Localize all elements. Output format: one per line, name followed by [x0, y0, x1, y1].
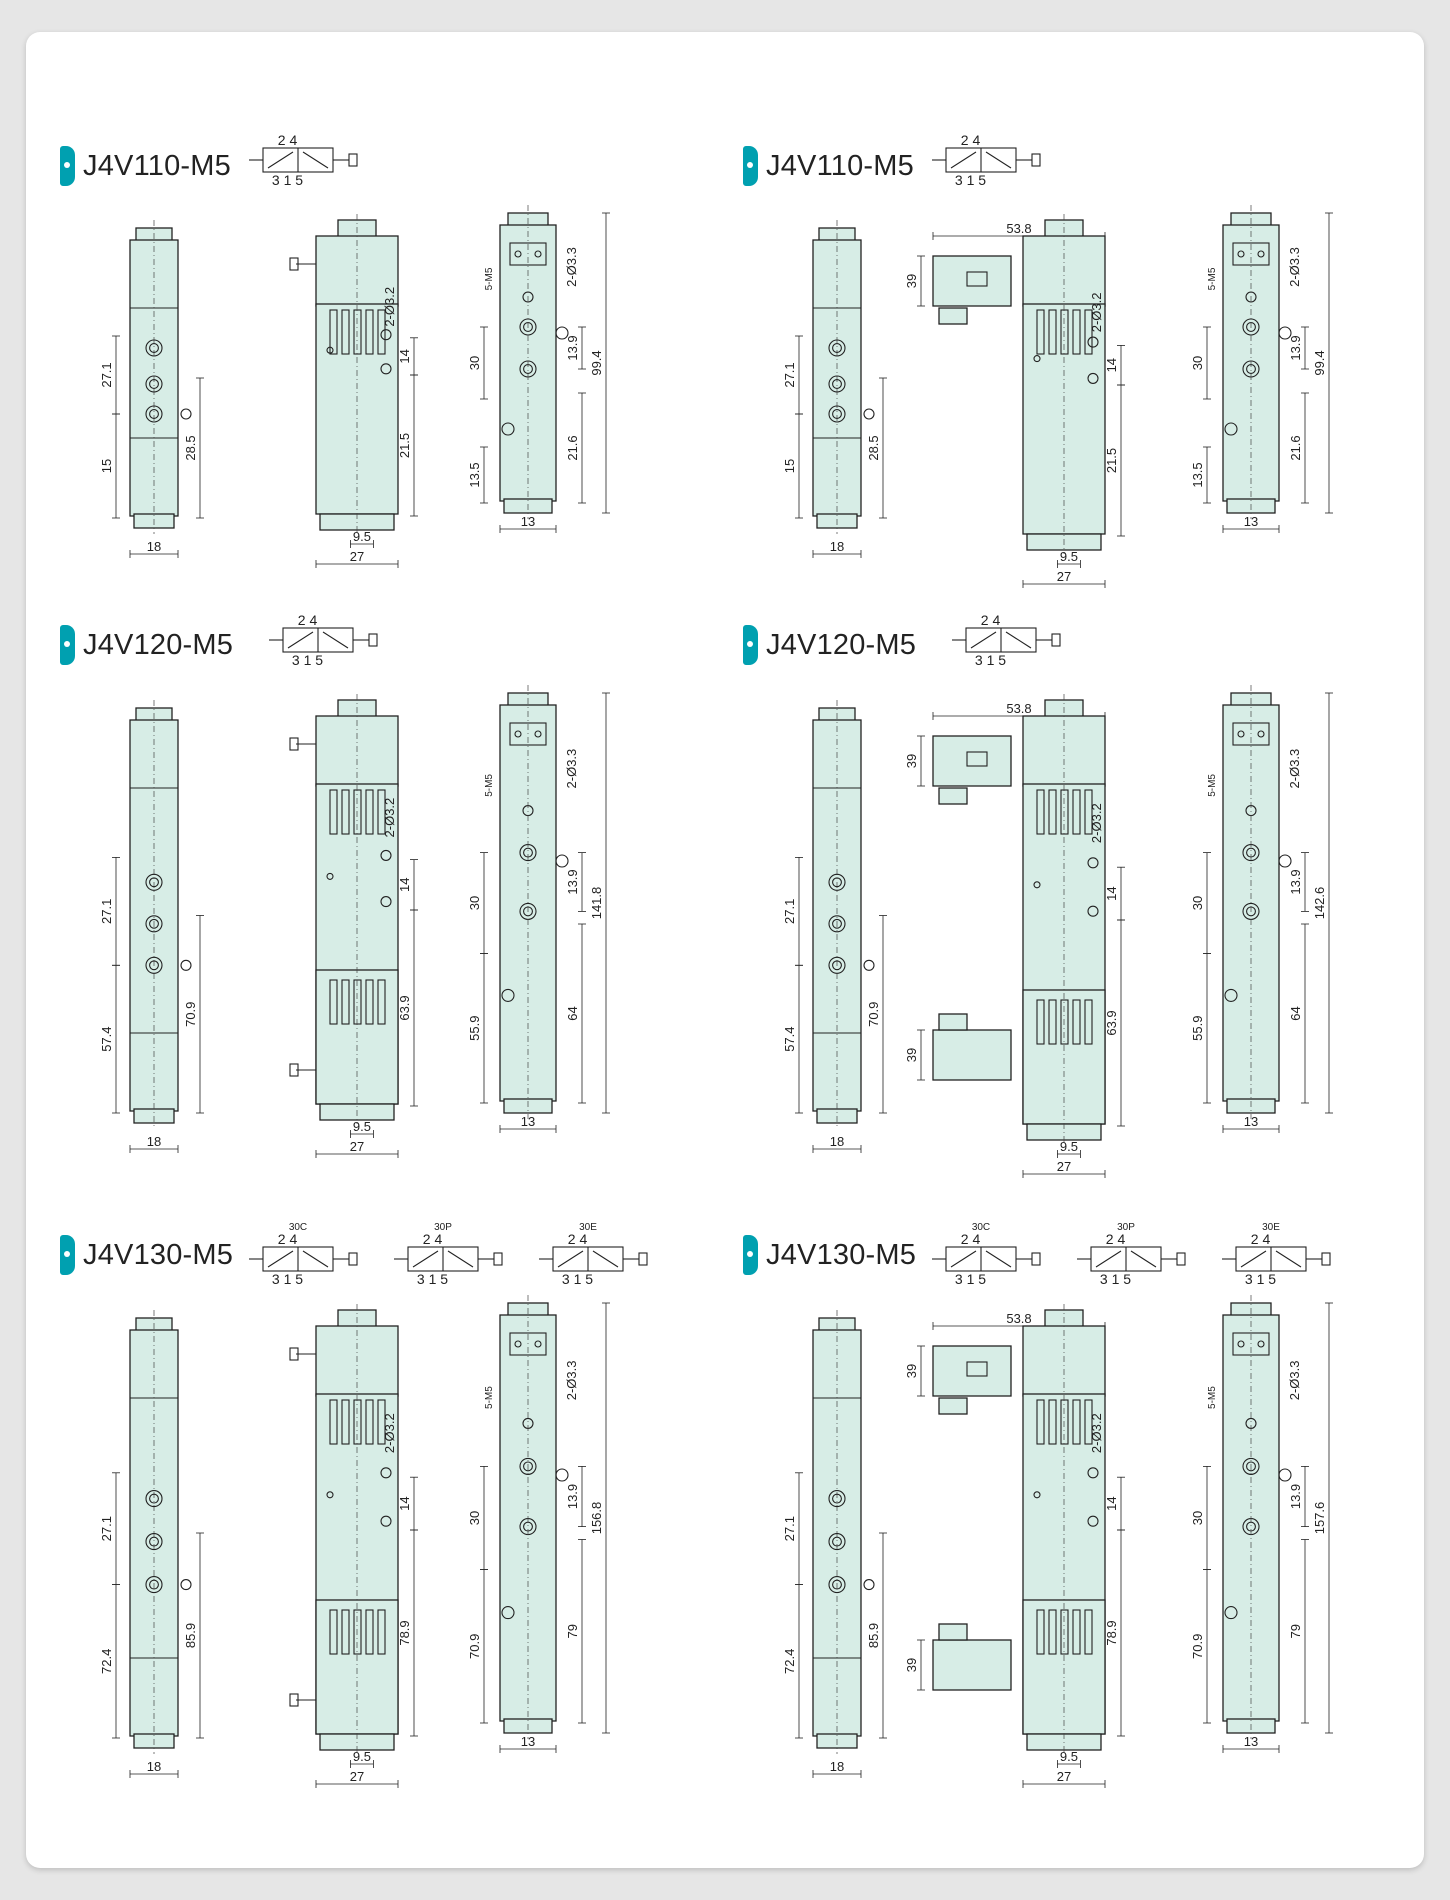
- dimension-label: 13: [520, 1114, 536, 1129]
- dimension-label: 27.1: [99, 898, 114, 925]
- valve-symbol: [269, 612, 377, 668]
- symbol-solenoid: [1052, 634, 1060, 646]
- mount-hole: [1279, 855, 1291, 867]
- symbol-solenoid: [1032, 1253, 1040, 1265]
- plug-nut: [939, 1624, 967, 1640]
- dimension-label: 57.4: [99, 1026, 114, 1052]
- dimension-label: 70.9: [866, 1001, 881, 1027]
- dimension-label: 55.9: [1190, 1015, 1205, 1041]
- plug-nut: [939, 1014, 967, 1030]
- dimension-label: 27: [349, 549, 365, 564]
- symbol-port-top: 2 4: [422, 1231, 443, 1247]
- dimension-label: 5-M5: [484, 1386, 495, 1409]
- dimension-label: 13.9: [1288, 869, 1303, 895]
- dimension-label: 27: [1056, 1159, 1072, 1174]
- valve-symbol: [932, 1222, 1040, 1287]
- symbol-arrow: [448, 1251, 473, 1267]
- symbol-variant-label: 30E: [1262, 1222, 1280, 1233]
- dimension-label: 2-Ø3.3: [564, 748, 579, 789]
- front-view: [782, 700, 887, 1153]
- dimension-label: 13: [1243, 1114, 1259, 1129]
- side-view: [290, 694, 418, 1158]
- dimension-label: 9.5: [352, 1749, 371, 1764]
- dimension-label: 21.5: [1104, 447, 1119, 474]
- dimension-label: 13.9: [565, 335, 580, 361]
- dimension-label: 30: [467, 895, 482, 911]
- dimension-label: 30: [1190, 1510, 1205, 1526]
- dimension-label: 13: [520, 1734, 536, 1749]
- dimension-label: 9.5: [1059, 1749, 1078, 1764]
- valve-symbol: [1222, 1222, 1330, 1287]
- dimension-label: 70.9: [1190, 1633, 1205, 1659]
- side-view: [904, 214, 1125, 588]
- symbol-arrow: [288, 632, 313, 648]
- dimension-label: 39: [904, 753, 919, 769]
- side-view: [290, 214, 418, 568]
- valve-symbol: [952, 612, 1060, 668]
- dimension-label: 2-Ø3.2: [1089, 803, 1104, 844]
- dimension-label: 14: [1104, 357, 1119, 373]
- symbol-solenoid: [1322, 1253, 1330, 1265]
- valve-symbol: [249, 132, 357, 188]
- symbol-arrow: [951, 152, 976, 168]
- plug-nut: [939, 1398, 967, 1414]
- dimension-label: 21.6: [1288, 435, 1303, 461]
- dimension-label: 99.4: [589, 350, 604, 376]
- symbol-variant-label: 30P: [1117, 1222, 1135, 1233]
- symbol-port-bottom: 3 1 5: [291, 652, 324, 668]
- valve-symbol: [1077, 1222, 1185, 1287]
- symbol-port-bottom: 3 1 5: [1244, 1271, 1277, 1287]
- front-view: [782, 220, 887, 558]
- dimension-label: 78.9: [1104, 1620, 1119, 1646]
- dimension-label: 64: [1288, 1006, 1303, 1021]
- dimension-label: 64: [565, 1006, 580, 1021]
- mount-hole: [556, 855, 568, 867]
- dimension-label: 27: [1056, 1769, 1072, 1784]
- symbol-port-bottom: 3 1 5: [271, 1271, 304, 1287]
- dimension-label: 39: [904, 273, 919, 289]
- end-view: [467, 685, 610, 1133]
- mount-hole: [864, 1580, 874, 1590]
- dimension-label: 79: [1288, 1624, 1303, 1639]
- valve-symbol: [932, 132, 1040, 188]
- dimension-label: 63.9: [397, 995, 412, 1021]
- end-view: [1190, 685, 1333, 1133]
- dimension-label: 13.5: [467, 462, 482, 488]
- symbol-arrow: [1241, 1251, 1266, 1267]
- dimension-label: 5-M5: [1207, 774, 1218, 797]
- dimension-label: 2-Ø3.3: [1287, 748, 1302, 789]
- mount-hole: [864, 409, 874, 419]
- model-title: J4V110-M5: [766, 149, 914, 182]
- dimension-label: 2-Ø3.3: [1287, 1360, 1302, 1401]
- symbol-arrow: [1006, 632, 1031, 648]
- symbol-arrow: [593, 1251, 618, 1267]
- dimension-label: 5-M5: [484, 774, 495, 797]
- dimension-label: 21.6: [565, 435, 580, 461]
- plug-connector: [933, 1346, 1011, 1396]
- mount-hole: [864, 960, 874, 970]
- dimension-label: 85.9: [866, 1622, 881, 1649]
- dimension-label: 99.4: [1312, 350, 1327, 376]
- dimension-label: 72.4: [99, 1648, 114, 1674]
- valve-symbol: [249, 1222, 357, 1287]
- dimension-label: 30: [467, 1510, 482, 1526]
- dimension-label: 2-Ø3.2: [1089, 292, 1104, 333]
- symbol-variant-label: 30C: [288, 1222, 308, 1233]
- symbol-port-bottom: 3 1 5: [954, 1271, 987, 1287]
- dimension-label: 27.1: [782, 362, 797, 388]
- dimension-label: 18: [829, 1759, 845, 1774]
- dimension-label: 27: [349, 1139, 365, 1154]
- dimension-label: 53.8: [1006, 221, 1032, 236]
- symbol-arrow: [971, 632, 996, 648]
- symbol-solenoid: [349, 154, 357, 166]
- symbol-port-top: 2 4: [1105, 1231, 1126, 1247]
- symbol-arrow: [951, 1251, 976, 1267]
- dimension-label: 30: [1190, 355, 1205, 371]
- dimension-label: 39: [904, 1047, 919, 1063]
- dimension-label: 15: [782, 458, 797, 474]
- dimension-label: 2-Ø3.2: [382, 1413, 397, 1454]
- dimension-label: 30: [467, 355, 482, 371]
- model-title: J4V120-M5: [766, 628, 917, 661]
- symbol-port-bottom: 3 1 5: [954, 172, 987, 188]
- symbol-arrow: [1276, 1251, 1301, 1267]
- dimension-label: 27.1: [99, 362, 114, 388]
- end-view: [467, 1295, 610, 1753]
- symbol-port-top: 2 4: [277, 1231, 298, 1247]
- dimension-label: 2-Ø3.3: [564, 1360, 579, 1401]
- plug-connector-bottom: [933, 1640, 1011, 1690]
- dimension-label: 13: [1243, 1734, 1259, 1749]
- end-view: [1190, 1295, 1333, 1753]
- dimension-label: 28.5: [866, 435, 881, 461]
- plug-nut: [939, 308, 967, 324]
- dimension-label: 13: [1243, 514, 1259, 529]
- dimension-label: 157.6: [1312, 1501, 1327, 1535]
- symbol-solenoid: [639, 1253, 647, 1265]
- dimension-label: 27.1: [782, 898, 797, 925]
- dimension-label: 30: [1190, 895, 1205, 911]
- dimension-label: 5-M5: [1207, 1386, 1218, 1409]
- plug-connector: [933, 736, 1011, 786]
- dimension-label: 18: [146, 1134, 162, 1149]
- dimension-label: 156.8: [589, 1501, 604, 1535]
- symbol-port-bottom: 3 1 5: [271, 172, 304, 188]
- dimension-label: 15: [99, 458, 114, 474]
- dimension-label: 39: [904, 1363, 919, 1379]
- dimension-label: 13.9: [565, 869, 580, 895]
- front-view: [782, 1310, 887, 1778]
- dimension-label: 9.5: [1059, 1139, 1078, 1154]
- dimension-label: 14: [397, 1496, 412, 1511]
- dimension-label: 18: [829, 539, 845, 554]
- side-view: [290, 1304, 418, 1788]
- end-view: [1190, 205, 1333, 533]
- symbol-arrow: [1131, 1251, 1156, 1267]
- model-title: J4V110-M5: [83, 149, 231, 182]
- symbol-solenoid: [369, 634, 377, 646]
- symbol-arrow: [268, 152, 293, 168]
- symbol-variant-label: 30P: [434, 1222, 452, 1233]
- dimension-label: 57.4: [782, 1026, 797, 1052]
- dimension-label: 14: [1104, 1496, 1119, 1511]
- symbol-port-top: 2 4: [960, 132, 981, 148]
- dimension-label: 9.5: [352, 529, 371, 544]
- front-view: [99, 1310, 204, 1778]
- dimension-label: 13.9: [1288, 335, 1303, 361]
- dimension-label: 2-Ø3.3: [1287, 247, 1302, 287]
- dimension-label: 53.8: [1006, 701, 1032, 716]
- mount-hole: [181, 960, 191, 970]
- dimension-label: 13: [520, 514, 536, 529]
- dimension-label: 70.9: [183, 1001, 198, 1027]
- dimension-label: 5-M5: [484, 267, 495, 291]
- plug-nut: [939, 788, 967, 804]
- valve-symbol: [394, 1222, 502, 1287]
- symbol-port-top: 2 4: [297, 612, 318, 628]
- dimension-label: 21.5: [397, 432, 412, 459]
- dimension-label: 2-Ø3.2: [382, 797, 397, 838]
- dimension-label: 13.9: [1288, 1483, 1303, 1510]
- dimension-label: 9.5: [352, 1119, 371, 1134]
- front-view: [99, 700, 204, 1153]
- symbol-arrow: [413, 1251, 438, 1267]
- dimension-label: 14: [397, 877, 412, 893]
- dimension-label: 78.9: [397, 1620, 412, 1646]
- symbol-arrow: [1096, 1251, 1121, 1267]
- mount-hole: [181, 409, 191, 419]
- symbol-variant-label: 30E: [579, 1222, 597, 1233]
- dimension-label: 13.9: [565, 1483, 580, 1510]
- symbol-arrow: [303, 1251, 328, 1267]
- dimension-label: 13.5: [1190, 462, 1205, 488]
- symbol-arrow: [986, 152, 1011, 168]
- dimension-label: 72.4: [782, 1648, 797, 1674]
- symbol-port-top: 2 4: [960, 1231, 981, 1247]
- mount-hole: [556, 1469, 568, 1481]
- dimension-label: 2-Ø3.3: [564, 247, 579, 287]
- symbol-port-bottom: 3 1 5: [561, 1271, 594, 1287]
- symbol-solenoid: [1032, 154, 1040, 166]
- dimension-label: 18: [146, 539, 162, 554]
- dimension-label: 53.8: [1006, 1311, 1032, 1326]
- symbol-port-top: 2 4: [980, 612, 1001, 628]
- dimension-label: 5-M5: [1207, 267, 1218, 291]
- symbol-port-bottom: 3 1 5: [416, 1271, 449, 1287]
- dimension-label: 28.5: [183, 435, 198, 461]
- dimension-label: 18: [829, 1134, 845, 1149]
- symbol-arrow: [323, 632, 348, 648]
- symbol-port-bottom: 3 1 5: [974, 652, 1007, 668]
- symbol-arrow: [986, 1251, 1011, 1267]
- dimension-label: 27: [349, 1769, 365, 1784]
- mount-hole: [181, 1580, 191, 1590]
- dimension-label: 2-Ø3.2: [382, 286, 397, 327]
- plug-connector-bottom: [933, 1030, 1011, 1080]
- mount-hole: [1279, 1469, 1291, 1481]
- side-view: [904, 1304, 1125, 1788]
- dimension-label: 14: [1104, 886, 1119, 901]
- symbol-arrow: [558, 1251, 583, 1267]
- symbol-arrow: [303, 152, 328, 168]
- model-title: J4V130-M5: [766, 1238, 917, 1271]
- end-view: [467, 205, 610, 533]
- model-title: J4V120-M5: [83, 628, 234, 661]
- dimension-label: 2-Ø3.2: [1089, 1413, 1104, 1454]
- symbol-solenoid: [494, 1253, 502, 1265]
- dimension-label: 63.9: [1104, 1010, 1119, 1036]
- dimension-label: 27: [1056, 569, 1072, 584]
- front-view: [99, 220, 204, 558]
- model-title: J4V130-M5: [83, 1238, 234, 1271]
- symbol-port-top: 2 4: [277, 132, 298, 148]
- dimension-label: 142.6: [1312, 886, 1327, 920]
- symbol-solenoid: [349, 1253, 357, 1265]
- valve-symbol: [539, 1222, 647, 1287]
- dimension-label: 85.9: [183, 1622, 198, 1649]
- dimension-label: 14: [397, 349, 412, 364]
- dimension-label: 27.1: [99, 1516, 114, 1542]
- symbol-port-top: 2 4: [1250, 1231, 1271, 1247]
- plug-connector: [933, 256, 1011, 306]
- symbol-variant-label: 30C: [971, 1222, 991, 1233]
- dimension-label: 18: [146, 1759, 162, 1774]
- symbol-arrow: [268, 1251, 293, 1267]
- symbol-solenoid: [1177, 1253, 1185, 1265]
- symbol-port-bottom: 3 1 5: [1099, 1271, 1132, 1287]
- dimension-label: 70.9: [467, 1633, 482, 1659]
- dimension-label: 79: [565, 1624, 580, 1639]
- dimension-label: 141.8: [589, 886, 604, 920]
- dimension-label: 55.9: [467, 1015, 482, 1041]
- symbol-port-top: 2 4: [567, 1231, 588, 1247]
- dimension-label: 9.5: [1059, 549, 1078, 564]
- dimension-label: 27.1: [782, 1516, 797, 1542]
- side-view: [904, 694, 1125, 1178]
- dimension-label: 39: [904, 1657, 919, 1673]
